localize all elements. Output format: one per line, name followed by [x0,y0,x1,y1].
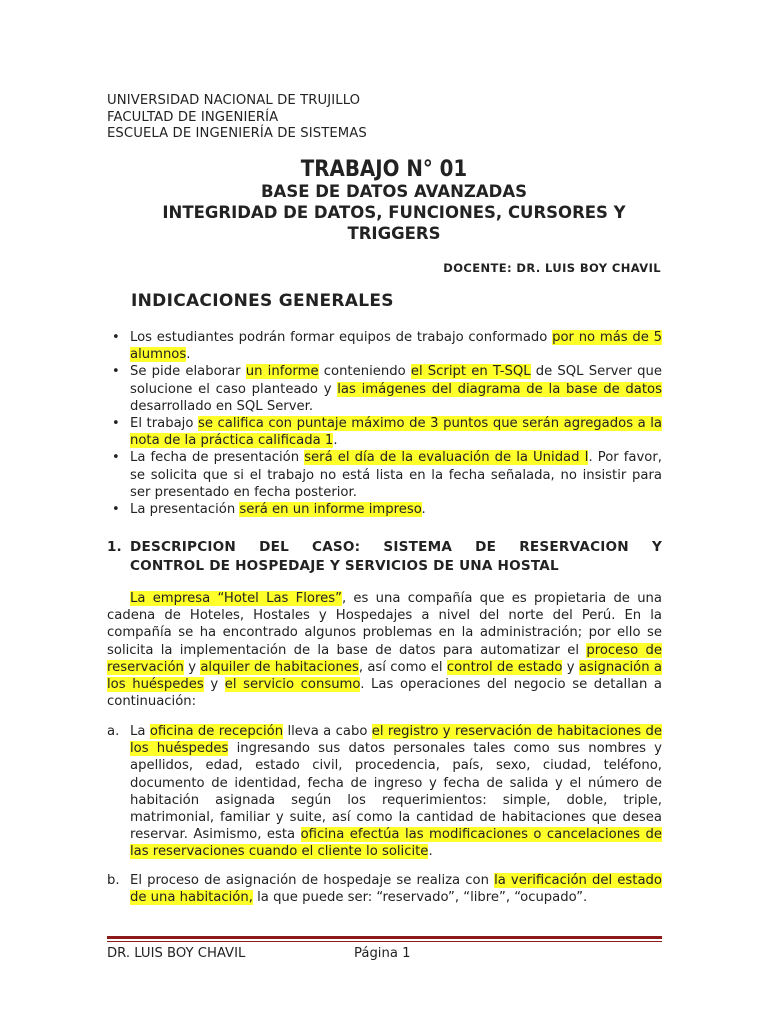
operation-item-b [107,872,662,906]
list-item [130,415,662,449]
text-run: la que puede ser: “reservado”, “libre”, “ocupado”. [252,890,588,906]
university-name: UNIVERSIDAD NACIONAL DE TRUJILLO [107,93,361,108]
footer-rule-thick [107,936,662,939]
document-subtitle [0,181,768,244]
text-run: ingresando sus datos personales tales como sus nombres y apellidos, edad, estado civil, procedencia, país, sexo, ciudad, teléfono, documento de identidad, fecha de ingreso y fecha de salida y el número de habitación asignada según los requerimientos: simple, doble, triple, matrimonial, familiar y suite, así como la cantidad de habitaciones que desea reservar. Asimismo, esta [130,741,662,843]
highlighted-text: un informe [245,364,319,380]
text-run: conteniendo [318,364,411,380]
highlighted-text: la verificación del estado de una habitación, [130,873,662,906]
course-name: BASE DE DATOS AVANZADAS [260,182,527,201]
highlighted-text: se califica con puntaje máximo de 3 puntos que serán agregados a la nota de la práctica calificada 1 [130,416,663,449]
case-description-paragraph [107,590,662,710]
item-text [130,872,662,906]
section-heading-descripcion [107,538,662,576]
highlighted-text: el registro y reservación de habitaciones de los huéspedes [130,724,662,757]
text-run: lleva a cabo [283,724,372,739]
section-heading-indicaciones: INDICACIONES GENERALES [131,291,394,311]
section-number: 1. [107,539,122,555]
footer-page-number: Página 1 [354,946,411,961]
footer-rule-thin [107,941,662,942]
institution-header [107,93,367,143]
highlighted-text: control de estado [446,659,563,675]
highlighted-text: las imágenes del diagrama de la base de datos [337,381,662,397]
text-run: . [428,844,433,860]
text-run: El trabajo [130,416,198,432]
text-run: La presentación [130,502,240,518]
section-title-line-2: CONTROL DE HOSPEDAJE Y SERVICIOS DE UNA HOSTAL [130,558,559,574]
list-item [130,501,662,518]
highlighted-text: alquiler de habitaciones [200,659,359,675]
text-run: y [203,677,225,693]
text-run: , así como el [358,659,447,675]
text-run: de SQL Server que solucione el caso planteado y [130,364,662,397]
item-letter: b. [107,873,120,888]
text-run: y [183,659,201,675]
text-run: Se pide elaborar [130,364,246,380]
highlighted-text: asignación a los huéspedes [107,659,662,693]
text-run: . Por favor, se solicita que si el trabajo no está lista en la fecha señalada, no insistir para ser presentado en fecha posterior. [130,450,662,500]
text-run: . [421,502,426,518]
instructions-list [130,329,662,518]
text-run: . Las operaciones del negocio se detallan a continuación: [107,677,663,710]
topic-line-2: TRIGGERS [347,224,441,243]
document-title: TRABAJO N° 01 [300,157,468,182]
list-item [130,363,662,415]
highlighted-text: La empresa “Hotel Las Flores” [130,591,342,606]
school-name: ESCUELA DE INGENIERÍA DE SISTEMAS [107,126,367,141]
text-run: desarrollado en SQL Server. [130,398,314,414]
highlighted-text: por no más de 5 alumnos [130,330,662,363]
section-title-line-1: DESCRIPCION DEL CASO: SISTEMA DE RESERVACION Y [130,539,662,555]
text-run: Los estudiantes podrán formar equipos de trabajo conformado [130,330,553,345]
operation-item-a [107,723,662,861]
list-item [130,329,662,363]
text-run: La fecha de presentación [130,450,305,466]
highlighted-text: será el día de la evaluación de la Unidad I [304,450,589,466]
text-run: , es una compañía que es propietaria de una cadena de Hoteles, Hostales y Hospedajes a nivel del norte del Perú. En la compañía se ha encontrado algunos problemas en la administración; por ello se solicita la implementación de la base de datos para automatizar el [107,591,662,658]
text-run: El proceso de asignación de hospedaje se realiza con [130,873,495,888]
item-letter: a. [107,724,120,739]
highlighted-text: será en un informe impreso [239,502,422,518]
text-run: . [333,433,338,449]
faculty-name: FACULTAD DE INGENIERÍA [107,109,279,125]
footer-author: DR. LUIS BOY CHAVIL [107,946,246,961]
list-item [130,449,662,501]
highlighted-text: el Script en T-SQL [410,364,531,380]
highlighted-text: el servicio consumo [224,677,361,693]
item-text [130,723,662,861]
text-run: La [130,724,150,739]
text-run: . [186,347,191,363]
highlighted-text: proceso de reservación [107,642,662,675]
text-run: y [562,659,579,675]
section-title [130,538,662,576]
highlighted-text: oficina efectúa las modificaciones o cancelaciones de las reservaciones cuando el cliente lo solicite [130,827,662,860]
topic-line-1: INTEGRIDAD DE DATOS, FUNCIONES, CURSORES Y [162,203,626,222]
highlighted-text: oficina de recepción [149,724,284,739]
instructor-line: DOCENTE: DR. LUIS BOY CHAVIL [443,261,661,275]
